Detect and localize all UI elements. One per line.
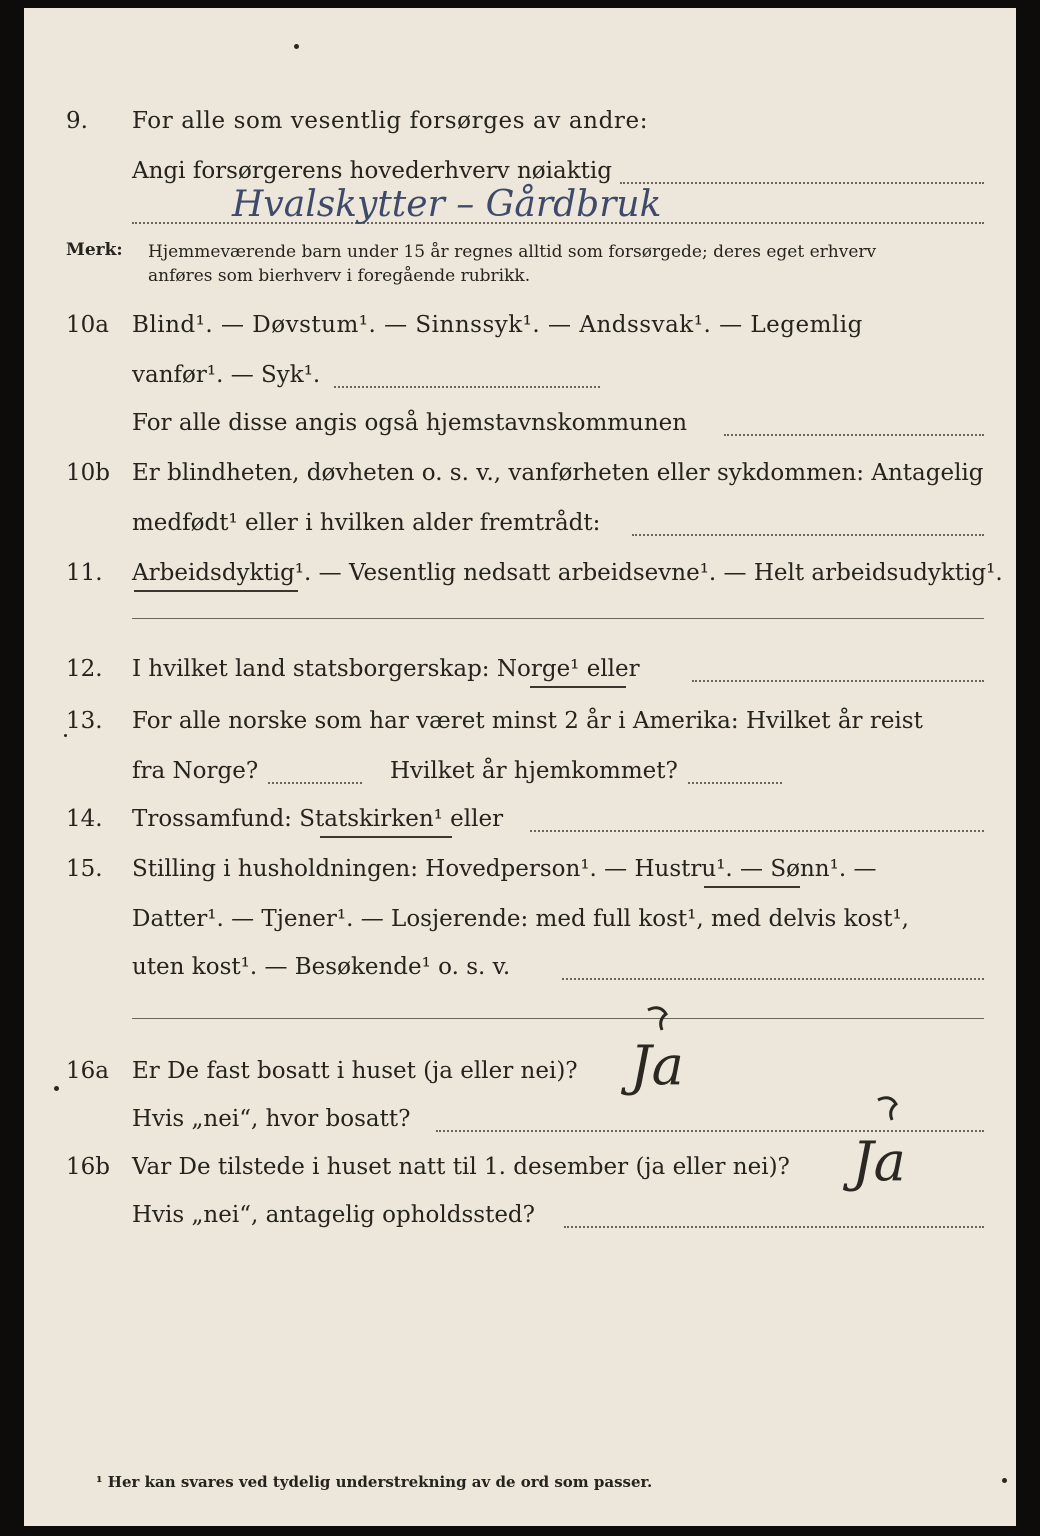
- q15-answer-line: [132, 1018, 984, 1019]
- q14-line: [24, 800, 1016, 840]
- q15-option-sonn: — Sønn¹. —: [732, 856, 877, 882]
- merk-label: Merk:: [66, 240, 123, 260]
- merk-text1: Hjemmeværende barn under 15 år regnes alltid som forsørgede; deres eget erhverv: [148, 242, 877, 262]
- q9-text: For alle som vesentlig forsørges av andre:: [132, 108, 649, 134]
- merk-text2: anføres som bierhverv i foregående rubrikk.: [148, 266, 531, 286]
- q11-other-options: — Vesentlig nedsatt arbeidsevne¹. — Helt arbeidsudyktig¹.: [311, 560, 1003, 586]
- q15-option-hustru: Hustru¹.: [634, 856, 733, 882]
- q15-underline-hustru: [704, 886, 800, 888]
- q12-number: 12.: [66, 656, 103, 682]
- paper-speck: [1002, 1478, 1007, 1483]
- q11-underline-arbeidsdyktig: [134, 590, 298, 592]
- q16b-text1: Var De tilstede i huset natt til 1. desember (ja eller nei)?: [132, 1154, 790, 1180]
- q10a-number: 10a: [66, 312, 109, 338]
- q9-number: 9.: [66, 108, 88, 134]
- q10b-dotted-line: [632, 534, 984, 536]
- q13-dotted-line1: [268, 782, 362, 784]
- q12-or: eller: [579, 656, 640, 682]
- svg-text:Hvalskytter – Gårdbruk: Hvalskytter – Gårdbruk: [232, 184, 662, 225]
- q10a-dotted-line2: [724, 434, 984, 436]
- q16a-text1: Er De fast bosatt i huset (ja eller nei)?: [132, 1058, 578, 1084]
- q15-dotted-line: [562, 978, 984, 980]
- q13-dotted-line2: [688, 782, 782, 784]
- footnote: ¹ Her kan svares ved tydelig understrekning av de ord som passer.: [96, 1473, 653, 1491]
- q11-answer-line: [132, 618, 984, 619]
- q15-line2: [24, 900, 1016, 940]
- paper-speck: [294, 44, 299, 49]
- q10a-text1: Blind¹. — Døvstum¹. — Sinnssyk¹. — Andssvak¹. — Legemlig: [132, 312, 863, 338]
- paper-speck: [64, 734, 67, 737]
- q12-dotted-line: [692, 680, 984, 682]
- merk-line2: [24, 260, 1016, 290]
- q12-underline-norge: [530, 686, 626, 688]
- q9-dotted-line: [620, 182, 984, 184]
- q9-label: Angi forsørgerens hovederhverv nøiaktig: [132, 158, 612, 184]
- q10a-text2: vanfør¹. — Syk¹.: [132, 362, 321, 388]
- q11-option-arbeidsdyktig: Arbeidsdyktig¹.: [132, 560, 312, 586]
- q16b-dotted-line: [564, 1226, 984, 1228]
- q10a-text3: For alle disse angis også hjemstavnskommunen: [132, 410, 688, 436]
- q11-text: [132, 560, 1003, 586]
- q14-dotted-line: [530, 830, 984, 832]
- q16b-line2: [24, 1196, 1016, 1236]
- q9-answer-dotted-line: [132, 222, 984, 224]
- paper-speck: [54, 1086, 59, 1091]
- q9-answer-line: [24, 186, 1016, 226]
- q13-text2a: fra Norge?: [132, 758, 259, 784]
- q10a-line3: [24, 404, 1016, 444]
- q10b-text2: medfødt¹ eller i hvilken alder fremtrådt:: [132, 510, 601, 536]
- q15-text1: [132, 856, 876, 882]
- q15-number: 15.: [66, 856, 103, 882]
- q10a-dotted-line: [334, 386, 600, 388]
- q14-underline-statskirken: [320, 836, 452, 838]
- q12-label: I hvilket land statsborgerskap:: [132, 656, 497, 682]
- q16a-line2: [24, 1100, 1016, 1140]
- q10b-line1: [24, 454, 1016, 494]
- q14-number: 14.: [66, 806, 103, 832]
- q14-label: Trossamfund:: [132, 806, 300, 832]
- q10b-line2: [24, 504, 1016, 544]
- q14-or: eller: [442, 806, 504, 832]
- census-form-page: [24, 8, 1016, 1526]
- q10a-line1: [24, 306, 1016, 346]
- q13-text1: For alle norske som har været minst 2 år i Amerika: Hvilket år reist: [132, 708, 923, 734]
- q16b-line1: [24, 1130, 1016, 1193]
- q12-line: [24, 650, 1016, 690]
- q15-label: Stilling i husholdningen: Hovedperson¹. —: [132, 856, 635, 882]
- q13-line1: [24, 702, 1016, 742]
- q10b-text1: Er blindheten, døvheten o. s. v., vanførheten eller sykdommen: Antagelig: [132, 460, 984, 486]
- q10a-line2: [24, 356, 1016, 396]
- q15-line3: [24, 948, 1016, 988]
- q16b-text2: Hvis „nei“, antagelig opholdssted?: [132, 1202, 535, 1228]
- q13-number: 13.: [66, 708, 103, 734]
- q14-text: [132, 806, 503, 832]
- q15-text3: uten kost¹. — Besøkende¹ o. s. v.: [132, 954, 511, 980]
- q14-option-statskirken: Statskirken¹: [299, 806, 443, 832]
- q16a-handwritten-answer: [620, 1000, 730, 1110]
- q16a-text2: Hvis „nei“, hvor bosatt?: [132, 1106, 411, 1132]
- q11-number: 11.: [66, 560, 103, 586]
- q16a-dotted-line: [436, 1130, 984, 1132]
- q16b-number: 16b: [66, 1154, 110, 1180]
- q12-text: [132, 656, 640, 682]
- q9-line1: [24, 102, 1016, 142]
- q12-option-norge: Norge¹: [496, 656, 580, 682]
- q16a-line1: [24, 1034, 1016, 1097]
- svg-text:Ja: Ja: [852, 1130, 906, 1193]
- q15-text2: Datter¹. — Tjener¹. — Losjerende: med full kost¹, med delvis kost¹,: [132, 906, 909, 932]
- svg-text:Ja: Ja: [630, 1034, 684, 1097]
- q11-line: [24, 554, 1016, 594]
- q15-line1: [24, 850, 1016, 890]
- q13-text2b: Hvilket år hjemkommet?: [390, 758, 678, 784]
- q13-line2: [24, 752, 1016, 792]
- q16a-number: 16a: [66, 1058, 109, 1084]
- q10b-number: 10b: [66, 460, 110, 486]
